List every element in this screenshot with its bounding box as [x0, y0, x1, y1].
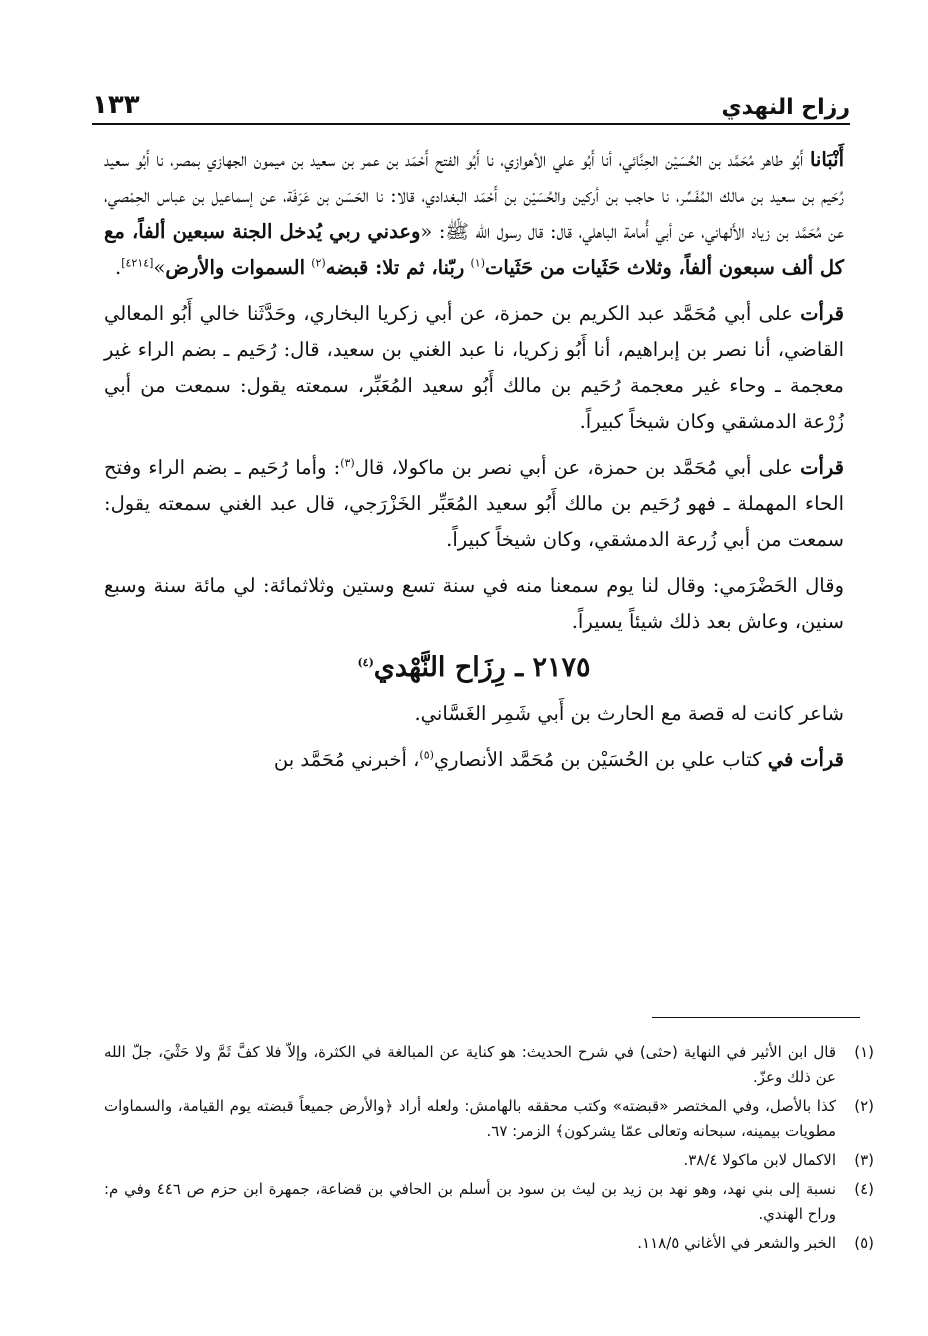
footnote-text: الخبر والشعر في الأغاني ١١٨/٥.	[637, 1234, 836, 1252]
footnote-text: نسبة إلى بني نهد، وهو نهد بن زيد بن ليث بن سود بن أسلم بن الحافي بن قضاعة، جمهرة ابن حزم ص ٤٤٦ وفي م: وراح الهندي.	[104, 1180, 837, 1223]
paragraph-entry-source: قرأت في كتاب علي بن الحُسَيْن بن مُحَمَّد الأنصاري$^{(٥)}$، أخبرني مُحَمَّد بن	[273, 748, 844, 771]
footnote	[104, 1040, 874, 1090]
footnote-rule	[652, 1017, 860, 1018]
page-number: ١٣٣	[92, 90, 140, 120]
paragraph-ibn-makula: قرأت على أبي مُحَمَّد بن حمزة، عن أبي نصر بن ماكولا، قال$^{(٣)}$: وأما رُحَيم ـ بضم الراء وفتح الحاء المهملة ـ فهو رُحَيم بن مالك أَبُو سعيد المُعَبِّر الخَزْرَجي، قال عبد الغني سمعته يقول: سمعت من أبي زُرعة الدمشقي، وكان شيخاً كبيراً.	[104, 456, 844, 551]
running-head: رزاح النهدي	[721, 95, 850, 120]
paragraph-hadrami: وقال الحَضْرَمي: وقال لنا يوم سمعنا منه في سنة تسع وستين وثلاثمائة: لي مائة سنة وسبع سنين، وعاش بعد ذلك شيئاً يسيراً.	[104, 574, 844, 633]
main-text	[104, 142, 844, 788]
footnote-number: (٣)	[854, 1151, 874, 1169]
footnote	[104, 1148, 874, 1173]
footnote-number: (١)	[854, 1043, 874, 1061]
paragraph-entry-description: شاعر كانت له قصة مع الحارث بن أَبي شَمِر الغَسَّاني.	[414, 702, 844, 725]
paragraph-hadith-chain: أَنْبَانا أَبُو طاهر مُحَمَّد بن الحُسَيْن الحِنَّائي، أنا أَبُو علي الأهوازي، نا أَبُو الفتح أَحْمَد بن عمر بن سعيد بن ميمون الجهازي بمصر، نا أَبُو سعيد رُحَيم بن سعيد بن مالك المُفَسِّر، نا حاجب بن أركين والحُسَيْن بن أَحْمَد البغدادي، قالا: نا الحَسَن بن عَرَفَة، عن إسماعيل بن عباس الحِمْصي، عن مُحَمَّد بن زياد الأَلهاني، عن أبي أُمامة الباهلي، قال: قال رسول الله ﷺ: «وعدني ربي يُدخل الجنة سبعين ألفاً، مع كل ألف سبعون ألفاً، وثلاث حَثَيات من حَثَيات$^{(١)}$ ربّنا، ثم تلا: قبضه$^{(٢)}$ السموات والأرض»[٤٢١٤].	[104, 148, 844, 279]
entry-title: ٢١٧٥ ـ رِزَاح النَّهْدي$^{(٤)}$	[357, 652, 591, 683]
paragraph-abd-al-karim: قرأت على أبي مُحَمَّد عبد الكريم بن حمزة، عن أبي زكريا البخاري، وحَدَّثَنا خالي أَبُو المعالي القاضي، أنا نصر بن إبراهيم، أنا أَبُو زكريا، نا عبد الغني بن سعيد، قال: رُحَيم ـ بضم الراء غير معجمة ـ وحاء غير معجمة رُحَيم بن مالك أَبُو سعيد المُعَبِّر، سمعته يقول: سمعت من أبي زُرْعة الدمشقي وكان شيخاً كبيراً.	[104, 302, 844, 433]
footnote-number: (٥)	[854, 1234, 874, 1252]
header-rule	[92, 123, 850, 125]
footnote-text: الاكمال لابن ماكولا ٣٨/٤.	[683, 1151, 836, 1169]
footnote-text: قال ابن الأثير في النهاية (حثى) في شرح الحديث: هو كناية عن المبالغة في الكثرة، وإلاّ فلا كفَّ ثَمَّ ولا حَثْيَ، جلّ الله عن ذلك وعزّ.	[104, 1043, 836, 1086]
footnote-number: (٢)	[854, 1097, 874, 1115]
footnote	[104, 1177, 874, 1227]
page-header	[92, 80, 850, 120]
footnote-number: (٤)	[854, 1180, 874, 1198]
footnote-text: كذا بالأصل، وفي المختصر «قبضته» وكتب محققه بالهامش: ولعله أراد ﴿والأرض جميعاً قبضته يوم القيامة، والسماوات مطويات بيمينه، سبحانه وتعالى عمّا يشركون﴾ الزمر: ٦٧.	[104, 1097, 836, 1140]
footnote	[104, 1094, 874, 1144]
footnotes	[104, 1040, 874, 1260]
footnote	[104, 1231, 874, 1256]
